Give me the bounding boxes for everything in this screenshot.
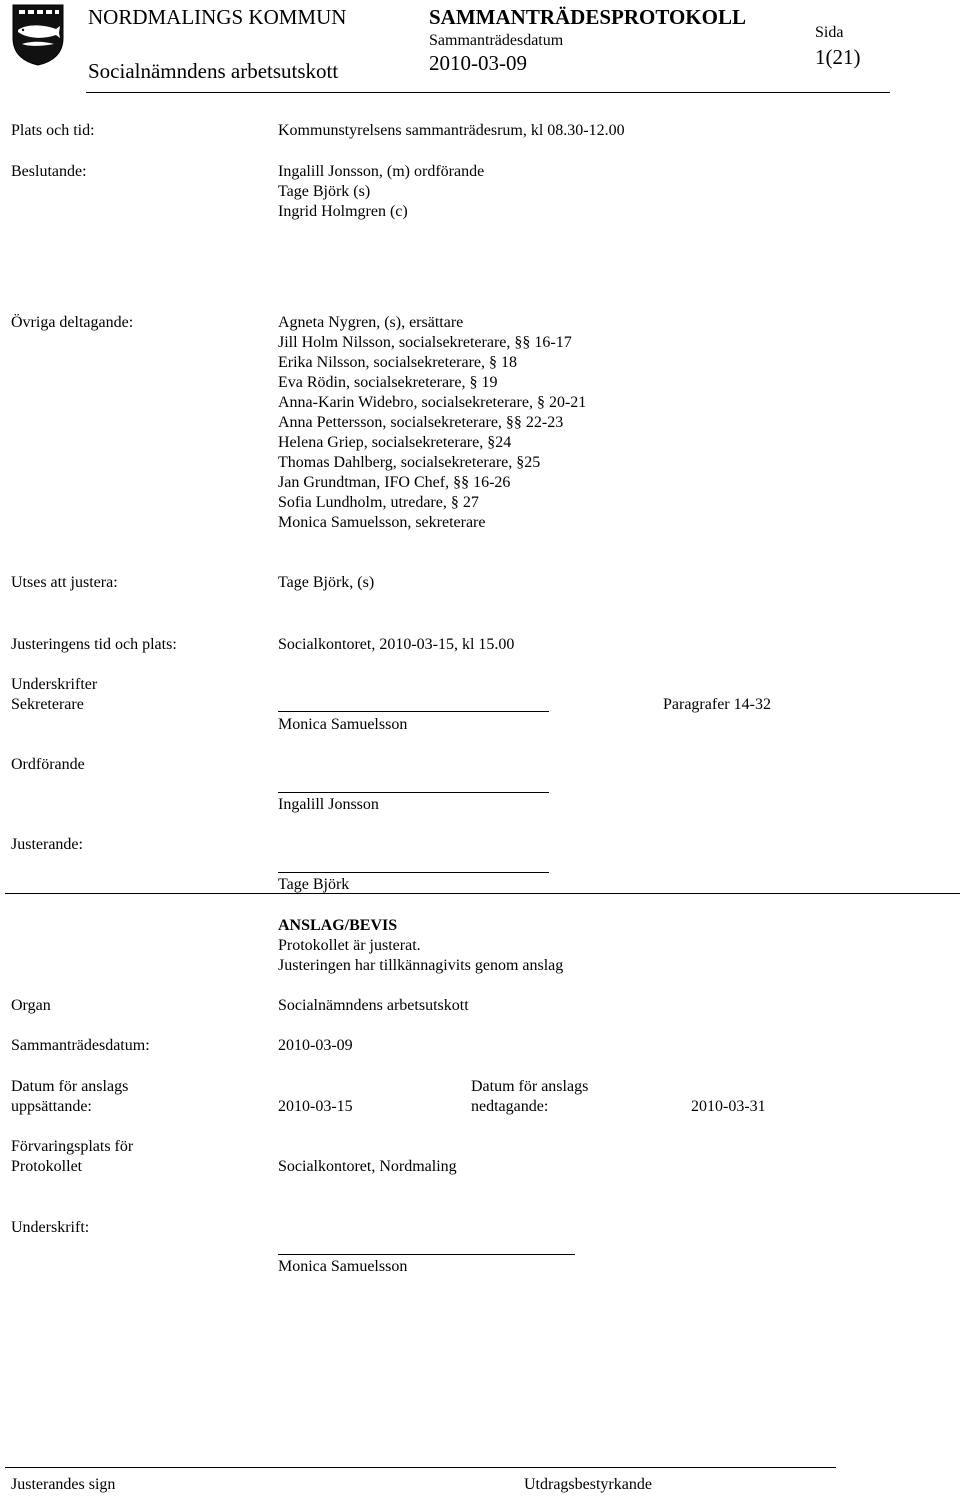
municipality-crest-logo: [12, 4, 64, 66]
list-item: Monica Samuelsson, sekreterare: [278, 514, 486, 531]
removed-label-1: Datum för anslags: [471, 1078, 589, 1095]
list-item: Anna-Karin Widebro, socialsekreterare, § 20-21: [278, 394, 587, 411]
chair-name: Ingalill Jonsson: [278, 796, 379, 813]
adjusters-sign: Justerandes sign: [11, 1476, 116, 1493]
deciding-list: [278, 162, 484, 222]
signature-label: Underskrift:: [11, 1219, 90, 1236]
posted-date: 2010-03-15: [278, 1098, 353, 1115]
list-item: Eva Rödin, socialsekreterare, § 19: [278, 374, 498, 391]
adjuster-signature-line: [278, 872, 549, 873]
adjuster-signature-label: Justerande:: [11, 836, 83, 853]
board-name: Socialnämndens arbetsutskott: [88, 59, 339, 83]
posted-label-2: uppsättande:: [11, 1098, 92, 1115]
list-item: Agneta Nygren, (s), ersättare: [278, 314, 464, 331]
adjuster-label: Utses att justera:: [11, 574, 118, 591]
list-item: Tage Björk (s): [278, 183, 371, 200]
list-item: Jill Holm Nilsson, socialsekreterare, §§ 16-17: [278, 334, 572, 351]
organ: Socialnämndens arbetsutskott: [278, 997, 469, 1014]
notice-meeting-date-label: Sammanträdesdatum:: [11, 1037, 150, 1054]
list-item: Ingalill Jonsson, (m) ordförande: [278, 163, 485, 180]
storage-label-2: Protokollet: [11, 1158, 83, 1175]
secretary-name: Monica Samuelsson: [278, 716, 408, 733]
notice-line-1: Protokollet är justerat.: [278, 937, 421, 954]
secretary-signature-line: [278, 711, 549, 712]
signature-name: Monica Samuelsson: [278, 1258, 408, 1275]
place-time: Kommunstyrelsens sammanträdesrum, kl 08.30-12.00: [278, 122, 625, 139]
removed-label-2: nedtagande:: [471, 1098, 549, 1115]
list-item: Erika Nilsson, socialsekreterare, § 18: [278, 354, 518, 371]
secretary-label: Sekreterare: [11, 696, 84, 713]
meeting-date: 2010-03-09: [429, 51, 527, 75]
chair-signature-line: [278, 792, 549, 793]
posted-label-1: Datum för anslags: [11, 1078, 129, 1095]
deciding-label: Beslutande:: [11, 163, 87, 180]
document-title: SAMMANTRÄDESPROTOKOLL: [429, 5, 746, 29]
list-item: Thomas Dahlberg, socialsekreterare, §25: [278, 454, 541, 471]
header-rule: [86, 92, 890, 93]
extract-certification: Utdragsbestyrkande: [524, 1476, 652, 1493]
adjust-time-label: Justeringens tid och plats:: [11, 636, 177, 653]
list-item: Anna Pettersson, socialsekreterare, §§ 22-23: [278, 414, 564, 431]
signatures-heading: Underskrifter: [11, 676, 98, 693]
storage: Socialkontoret, Nordmaling: [278, 1158, 457, 1175]
section-rule: [5, 893, 960, 894]
footer-rule: [5, 1467, 836, 1468]
chair-label: Ordförande: [11, 756, 85, 773]
list-item: Jan Grundtman, IFO Chef, §§ 16-26: [278, 474, 511, 491]
storage-label-1: Förvaringsplats för: [11, 1138, 134, 1155]
paragraphs: Paragrafer 14-32: [663, 696, 771, 713]
municipality-name: NORDMALINGS KOMMUN: [88, 5, 347, 29]
notice-signature-line: [278, 1254, 575, 1255]
adjuster: Tage Björk, (s): [278, 574, 375, 591]
others-list: [278, 313, 586, 533]
notice-line-2: Justeringen har tillkännagivits genom anslag: [278, 957, 564, 974]
removed-date: 2010-03-31: [691, 1098, 766, 1115]
notice-meeting-date: 2010-03-09: [278, 1037, 353, 1054]
list-item: Ingrid Holmgren (c): [278, 203, 408, 220]
meeting-date-label: Sammanträdesdatum: [429, 32, 564, 49]
page-label: Sida: [815, 24, 844, 41]
list-item: Helena Griep, socialsekreterare, §24: [278, 434, 512, 451]
others-label: Övriga deltagande:: [11, 314, 134, 331]
list-item: Sofia Lundholm, utredare, § 27: [278, 494, 479, 511]
page-number: 1(21): [815, 45, 861, 69]
notice-title: ANSLAG/BEVIS: [278, 917, 398, 934]
organ-label: Organ: [11, 997, 51, 1014]
adjuster-name: Tage Björk: [278, 876, 350, 893]
place-time-label: Plats och tid:: [11, 122, 95, 139]
adjust-time: Socialkontoret, 2010-03-15, kl 15.00: [278, 636, 515, 653]
